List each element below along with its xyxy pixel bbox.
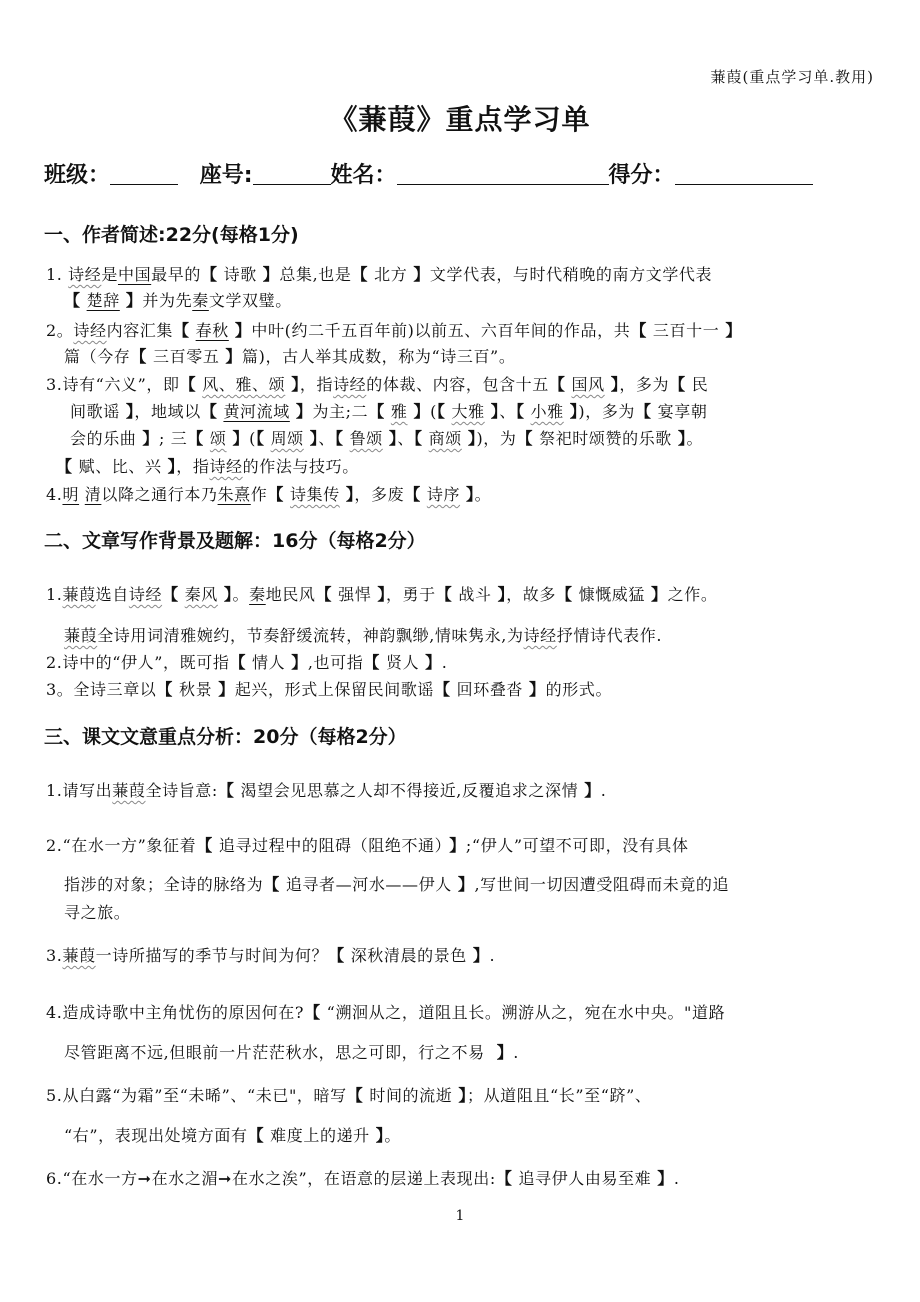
answer-blank: “溯洄从之，道阻且长。溯游从之，宛在水中央。"道路 <box>326 1003 726 1022</box>
answer-blank: 追寻过程中的阻碍（阻绝不通） <box>218 836 444 855</box>
answer-blank: 大雅 <box>451 402 485 421</box>
question-line: 【 赋、比、兴 】，指诗经的作法与技巧。 <box>56 457 359 476</box>
question-line: 5.从白露“为霜”至“未晞”、“未已"，暗写【 时间的流逝 】；从道阻且“长”至“跻”、 <box>46 1086 652 1105</box>
seat-label: 座号: <box>199 163 253 188</box>
answer-blank: 三百零五 <box>153 347 220 366</box>
class-field[interactable] <box>110 162 178 185</box>
answer-blank: 赋、比、兴 <box>78 457 162 476</box>
answer-blank: 雅 <box>390 402 408 421</box>
question-line: 2.诗中的“伊人”，既可指【 情人 】,也可指【 贤人 】. <box>46 653 448 672</box>
answer-blank: 追寻伊人由易至难 <box>518 1169 652 1188</box>
answer-blank: 国风 <box>571 375 605 394</box>
question-line: 1.蒹葭选自诗经【 秦风 】。秦地民风【 强悍 】，勇于【 战斗 】，故多【 慷慨威猛 】之作。 <box>46 585 718 604</box>
seat-field[interactable] <box>253 162 331 185</box>
section-heading: 一、作者简述:22分(每格1分) <box>44 224 299 246</box>
answer-blank: 秦风 <box>184 585 218 604</box>
answer-blank: 诗序 <box>426 485 461 504</box>
answer-blank: 渴望会见思慕之人却不得接近,反覆追求之深情 <box>240 781 579 800</box>
question-line: 4.造成诗歌中主角忧伤的原因何在?【 “溯洄从之，道阻且长。溯游从之，宛在水中央。"道路 <box>46 1000 731 1023</box>
note-line: 蒹葭全诗用词清雅婉约，节奏舒缓流转，神韵飘缈,情味隽永,为诗经抒情诗代表作. <box>64 626 663 645</box>
question-line: 间歌谣 】，地域以【 黄河流域 】为主;二【 雅 】(【 大雅 】、【 小雅 】)，多为【 宴享朝 <box>64 399 713 422</box>
answer-blank: 商颂 <box>428 429 462 448</box>
running-header: 蒹葭(重点学习单.教用) <box>710 68 874 86</box>
answer-blank: 诗歌 <box>223 265 257 284</box>
answer-blank: 祭祀时颂赞的乐歌 <box>539 429 672 448</box>
answer-blank: 三百十一 <box>652 321 720 340</box>
question-line: 3。全诗三章以【 秋景 】起兴，形式上保留民间歌谣【 回环叠沓 】的形式。 <box>46 680 613 699</box>
question-line: 1.请写出蒹葭全诗旨意:【 渴望会见思慕之人却不得接近,反覆追求之深情 】. <box>46 781 607 800</box>
question-line: 2。诗经内容汇集【 春秋 】中叶(约二千五百年前)以前五、六百年间的作品，共【 三百十一 】 <box>46 321 742 340</box>
page-title: 《蒹葭》重点学习单 <box>329 103 591 136</box>
question-line: 【 楚辞 】并为先秦文学双璧。 <box>64 291 292 310</box>
answer-blank: 北方 <box>374 265 408 284</box>
answer-blank: 民 <box>691 375 709 394</box>
question-line: 会的乐曲 】; 三【 颂 】(【 周颂 】、【 鲁颂 】、【 商颂 】)，为【 祭祀时颂赞的乐歌 】。 <box>70 429 704 448</box>
answer-blank: 颂 <box>209 429 227 448</box>
class-label: 班级： <box>44 163 111 188</box>
question-line: 3.蒹葭一诗所描写的季节与时间为何？【 深秋清晨的景色 】. <box>46 946 496 965</box>
answer-blank: 周颂 <box>270 429 304 448</box>
section-heading: 三、课文文意重点分析：20分（每格2分） <box>44 726 407 748</box>
answer-blank: 慷慨威猛 <box>578 585 646 604</box>
question-line: 4.明 清以降之通行本乃朱熹作【 诗集传 】，多废【 诗序 】。 <box>46 485 492 504</box>
answer-blank: 时间的流逝 <box>369 1086 453 1105</box>
answer-blank: 战斗 <box>458 585 492 604</box>
question-line: 3.诗有“六义”，即【 风、雅、颂 】，指诗经的体裁、内容，包含十五【 国风 】，多为【 民 <box>46 372 714 395</box>
question-line: “右”，表现出处境方面有【 难度上的递升 】。 <box>64 1126 401 1145</box>
question-line: 1. 诗经是中国最早的【 诗歌 】总集,也是【 北方 】文学代表，与时代稍晚的南方文学代表 <box>46 265 713 284</box>
student-info-row <box>44 158 884 189</box>
answer-blank: 春秋 <box>195 321 229 340</box>
answer-blank: 宴享朝 <box>657 402 708 421</box>
answer-blank: 回环叠沓 <box>456 680 524 699</box>
question-line: 篇（今存【 三百零五 】篇)，古人举其成数，称为“诗三百”。 <box>64 347 516 366</box>
page-number: 1 <box>455 1208 465 1224</box>
answer-blank: 深秋清晨的景色 <box>350 946 467 965</box>
name-field[interactable] <box>397 162 609 185</box>
question-line: 指涉的对象；全诗的脉络为【 追寻者—河水——伊人 】,写世间一切因遭受阻碍而未竟的追 <box>64 875 730 894</box>
section-heading: 二、文章写作背景及题解：16分（每格2分） <box>44 530 426 552</box>
answer-blank: 强悍 <box>338 585 372 604</box>
answer-blank: 追寻者—河水——伊人 <box>285 875 452 894</box>
answer-blank: 贤人 <box>385 653 420 672</box>
answer-blank: 秋景 <box>179 680 213 699</box>
question-line: 尽管距离不远,但眼前一片茫茫秋水，思之可即，行之不易 】. <box>64 1043 519 1062</box>
score-label: 得分： <box>608 163 675 188</box>
answer-blank: 楚辞 <box>86 291 120 310</box>
question-line: 6.“在水一方➞在水之湄➞在水之涘”，在语意的层递上表现出:【 追寻伊人由易至难 】. <box>46 1169 680 1188</box>
question-line: 2.“在水一方”象征着【 追寻过程中的阻碍（阻绝不通） 】;“伊人”可望不可即，没有具体 <box>46 836 689 855</box>
answer-blank: 黄河流域 <box>223 402 290 421</box>
question-line: 寻之旅。 <box>64 903 131 922</box>
answer-blank: 风、雅、颂 <box>202 375 286 394</box>
answer-blank: 情人 <box>252 653 286 672</box>
score-field[interactable] <box>675 162 813 185</box>
answer-blank: 鲁颂 <box>349 429 383 448</box>
answer-blank: 难度上的递升 <box>270 1126 370 1145</box>
answer-blank: 小雅 <box>530 402 564 421</box>
name-label: 姓名： <box>330 163 397 188</box>
answer-blank: 诗集传 <box>290 485 340 504</box>
